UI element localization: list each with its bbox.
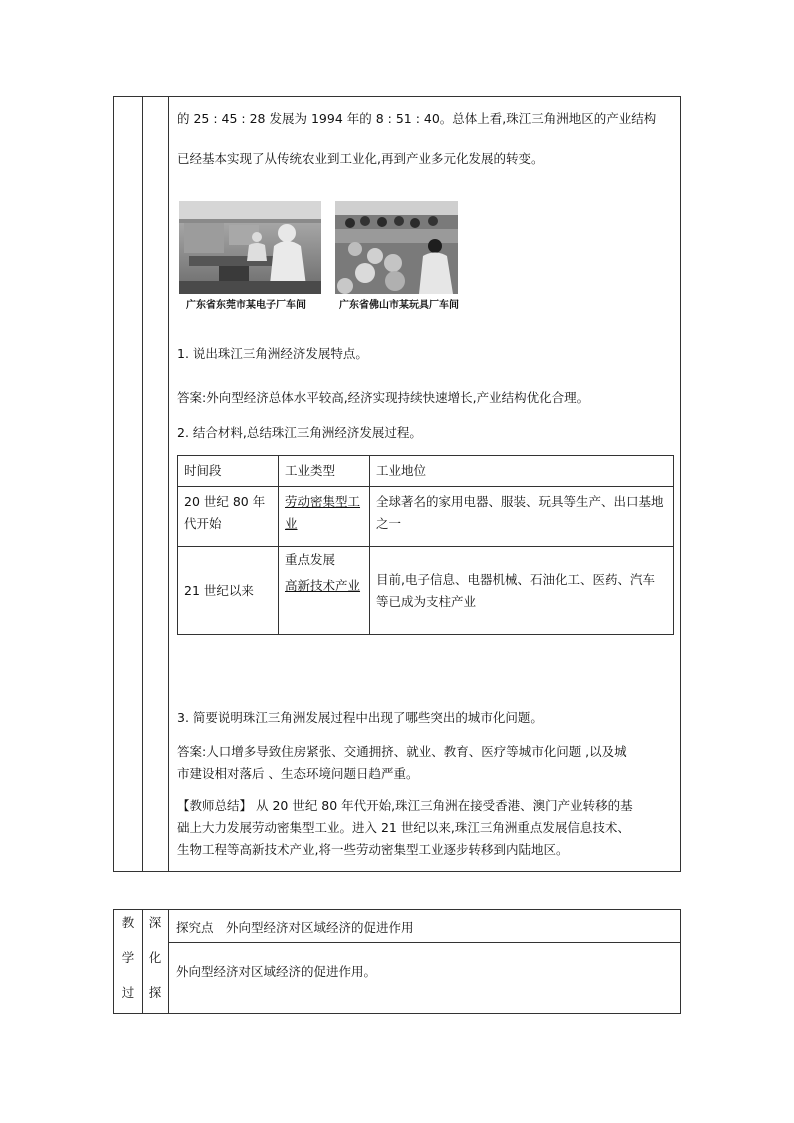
- row1-type-text: 劳动密集型工业: [285, 494, 361, 531]
- question-2: 2. 结合材料,总结珠江三角洲经济发展过程。: [177, 425, 422, 440]
- header-type: 工业类型: [279, 456, 370, 487]
- row1-type: [279, 487, 370, 547]
- bottom-body: 外向型经济对区域经济的促进作用。: [176, 964, 377, 979]
- factory-photo-electronics: [179, 201, 321, 294]
- bottom-table-border-left: [113, 909, 114, 1014]
- row1-period: 20 世纪 80 年代开始: [178, 487, 279, 547]
- top-table-divider-2: [168, 96, 169, 872]
- bottom-table-divider-2: [168, 909, 169, 1014]
- header-status: 工业地位: [370, 456, 674, 487]
- row2-type-text: 高新技术产业: [285, 578, 361, 593]
- table-header-row: [178, 456, 674, 487]
- top-table-border-bottom: [113, 871, 681, 872]
- summary-line1: 【教师总结】 从 20 世纪 80 年代开始,珠江三角洲在接受香港、澳门产业转移的基: [177, 798, 633, 813]
- bottom-heading: 探究点 外向型经济对区域经济的促进作用: [176, 920, 414, 935]
- bottom-table-border-bottom: [113, 1013, 681, 1014]
- para1-line2: 已经基本实现了从传统农业到工业化,再到产业多元化发展的转变。: [177, 151, 544, 166]
- row2-status-text: 目前,电子信息、电器机械、石油化工、医药、汽车等已成为支柱产业: [376, 571, 655, 609]
- bottom-table-row-divider: [168, 942, 681, 943]
- photo2-caption: 广东省佛山市某玩具厂车间: [339, 300, 459, 311]
- factory-photo-toys: [335, 201, 458, 294]
- bottom-col2-char2: 化: [148, 950, 162, 965]
- table-row: [178, 487, 674, 547]
- industry-table: [177, 455, 674, 635]
- top-table-border-left: [113, 96, 114, 872]
- answer-3-line1: 答案:人口增多导致住房紧张、交通拥挤、就业、教育、医疗等城市化问题 ,以及城: [177, 744, 627, 759]
- question-1: 1. 说出珠江三角洲经济发展特点。: [177, 346, 368, 361]
- bottom-table-divider-1: [142, 909, 143, 1014]
- table-row: [178, 547, 674, 635]
- summary-line2: 础上大力发展劳动密集型工业。进入 21 世纪以来,珠江三角洲重点发展信息技术、: [177, 820, 630, 835]
- top-table-border-right: [680, 96, 681, 872]
- row2-type: [279, 547, 370, 635]
- row1-status: 全球著名的家用电器、服装、玩具等生产、出口基地之一: [370, 487, 674, 547]
- answer-1: 答案:外向型经济总体水平较高,经济实现持续快速增长,产业结构优化合理。: [177, 390, 590, 405]
- bottom-table-border-top: [113, 909, 681, 910]
- row2-status: [370, 547, 674, 635]
- question-3: 3. 简要说明珠江三角洲发展过程中出现了哪些突出的城市化问题。: [177, 710, 543, 725]
- bottom-table-border-right: [680, 909, 681, 1014]
- row2-period-text: 21 世纪以来: [184, 582, 254, 598]
- row2-period: [178, 547, 279, 635]
- top-table-divider-1: [142, 96, 143, 872]
- top-table-border-top: [113, 96, 681, 97]
- bottom-col1-char3: 过: [121, 985, 135, 1000]
- bottom-col2-char1: 深: [148, 915, 162, 930]
- row2-type-prefix: 重点发展: [285, 552, 336, 567]
- bottom-col2-char3: 探: [148, 985, 162, 1000]
- para1-line1: 的 25 : 45 : 28 发展为 1994 年的 8 : 51 : 40。总体上看,珠江三角洲地区的产业结构: [177, 111, 657, 126]
- header-period: 时间段: [178, 456, 279, 487]
- photo1-caption: 广东省东莞市某电子厂车间: [186, 300, 306, 311]
- summary-line3: 生物工程等高新技术产业,将一些劳动密集型工业逐步转移到内陆地区。: [177, 842, 569, 857]
- answer-3-line2: 市建设相对落后 、生态环境问题日趋严重。: [177, 766, 419, 781]
- bottom-col1-char2: 学: [121, 950, 135, 965]
- bottom-col1-char1: 教: [121, 915, 135, 930]
